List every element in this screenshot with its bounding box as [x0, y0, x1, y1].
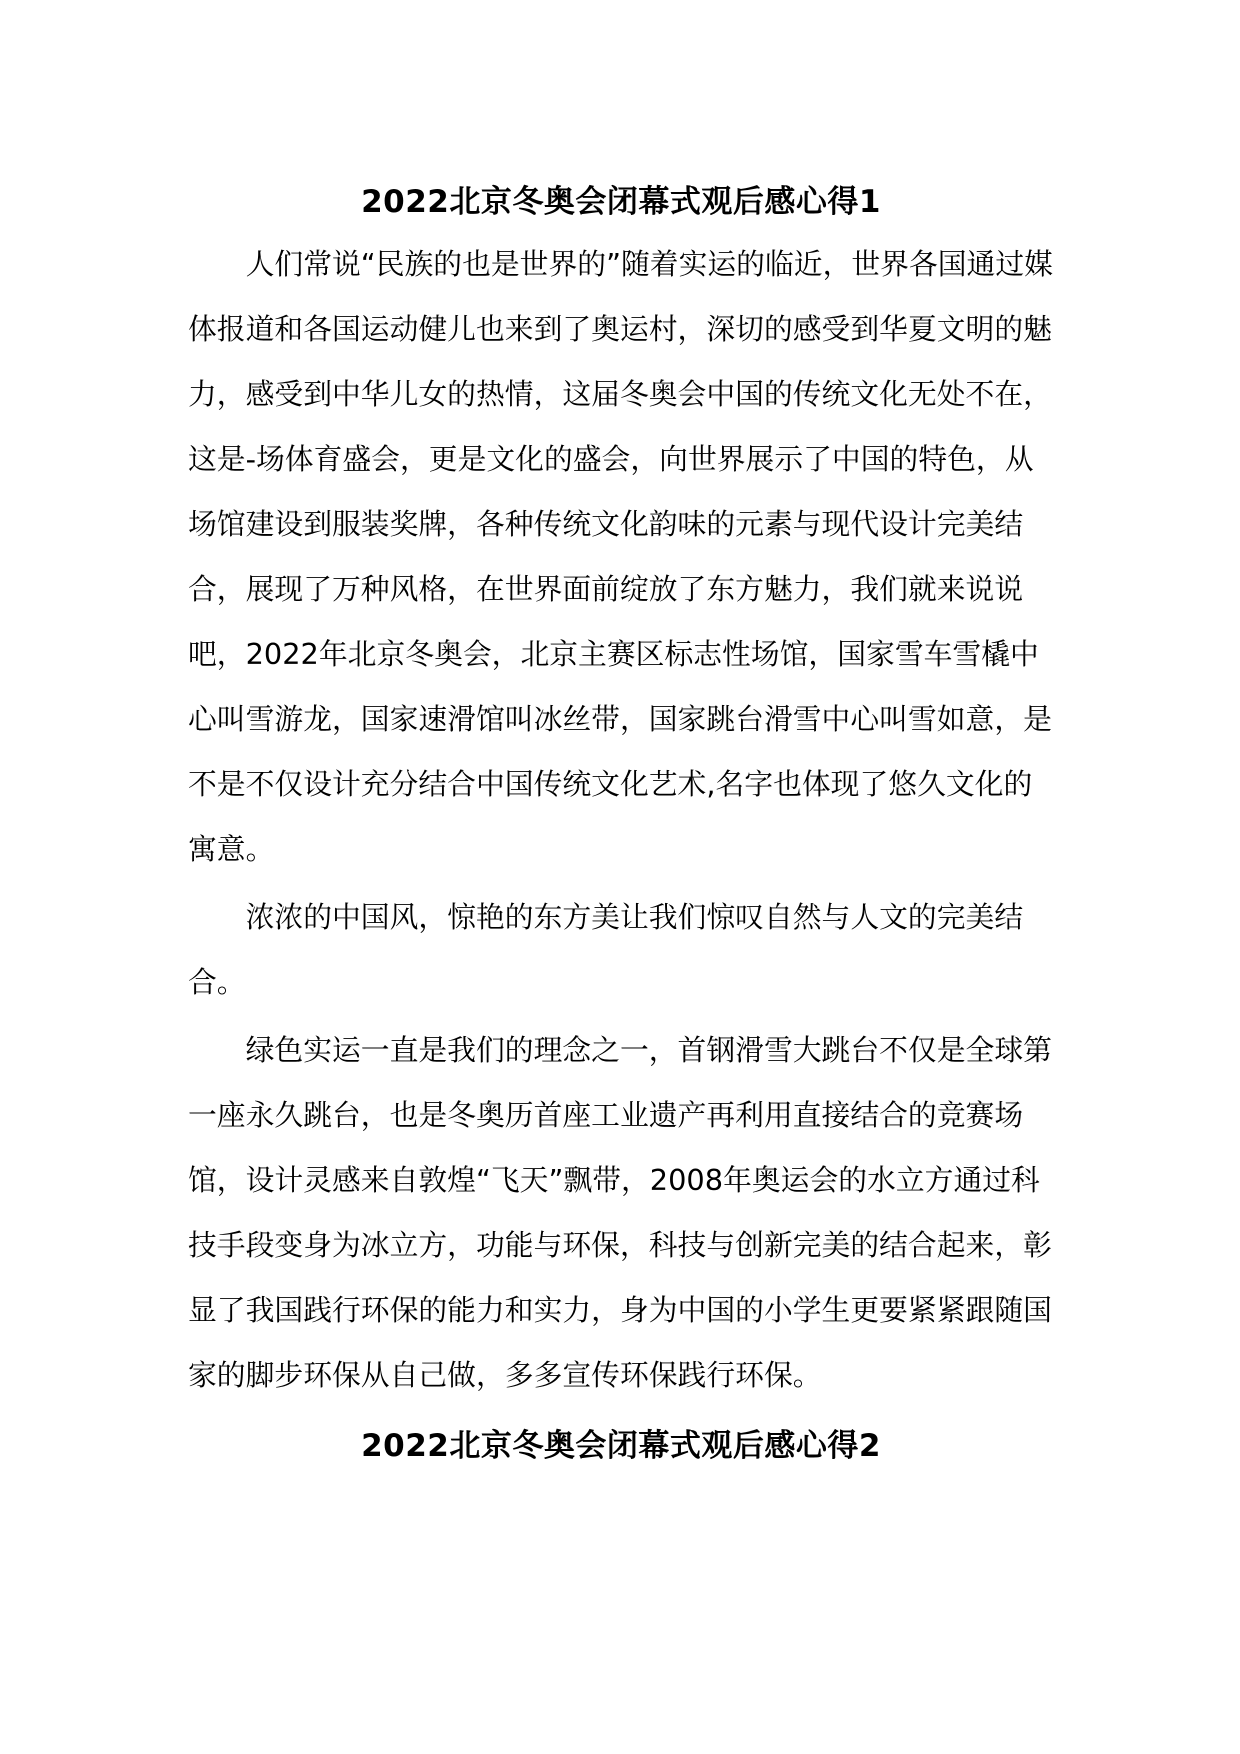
document-body [188, 172, 1054, 1476]
paragraph-2: 浓浓的中国风，惊艳的东方美让我们惊叹自然与人文的完美结合。 [188, 900, 1024, 999]
paragraph-3: 绿色实运一直是我们的理念之一，首钢滑雪大跳台不仅是全球第一座永久跳台，也是冬奥历首座工业遗产再利用直接结合的竞赛场馆，设计灵感来自敦煌“飞天”飘带，2008年奥运会的水立方通过科技手段变身为冰立方，功能与环保，科技与创新完美的结合起来，彰显了我国践行环保的能力和实力，身为中国的小学生更要紧紧跟随国家的脚步环保从自己做，多多宣传环保践行环保。 [188, 1033, 1052, 1392]
paragraph-1: 人们常说“民族的也是世界的”随着实运的临近，世界各国通过媒体报道和各国运动健儿也来到了奥运村，深切的感受到华夏文明的魅力，感受到中华儿女的热情，这届冬奥会中国的传统文化无处不在，这是-场体育盛会，更是文化的盛会，向世界展示了中国的特色，从场馆建设到服装奖牌，各种传统文化韵味的元素与现代设计完美结合，展现了万种风格，在世界面前绽放了东方魅力，我们就来说说吧，2022年北京冬奥会，北京主赛区标志性场馆，国家雪车雪橇中心叫雪游龙，国家速滑馆叫冰丝带，国家跳台滑雪中心叫雪如意，是不是不仅设计充分结合中国传统文化艺术,名字也体现了悠久文化的寓意。 [188, 247, 1053, 866]
section-heading-1: 2022北京冬奥会闭幕式观后感心得1 [361, 184, 881, 220]
section-heading-2: 2022北京冬奥会闭幕式观后感心得2 [361, 1428, 881, 1464]
